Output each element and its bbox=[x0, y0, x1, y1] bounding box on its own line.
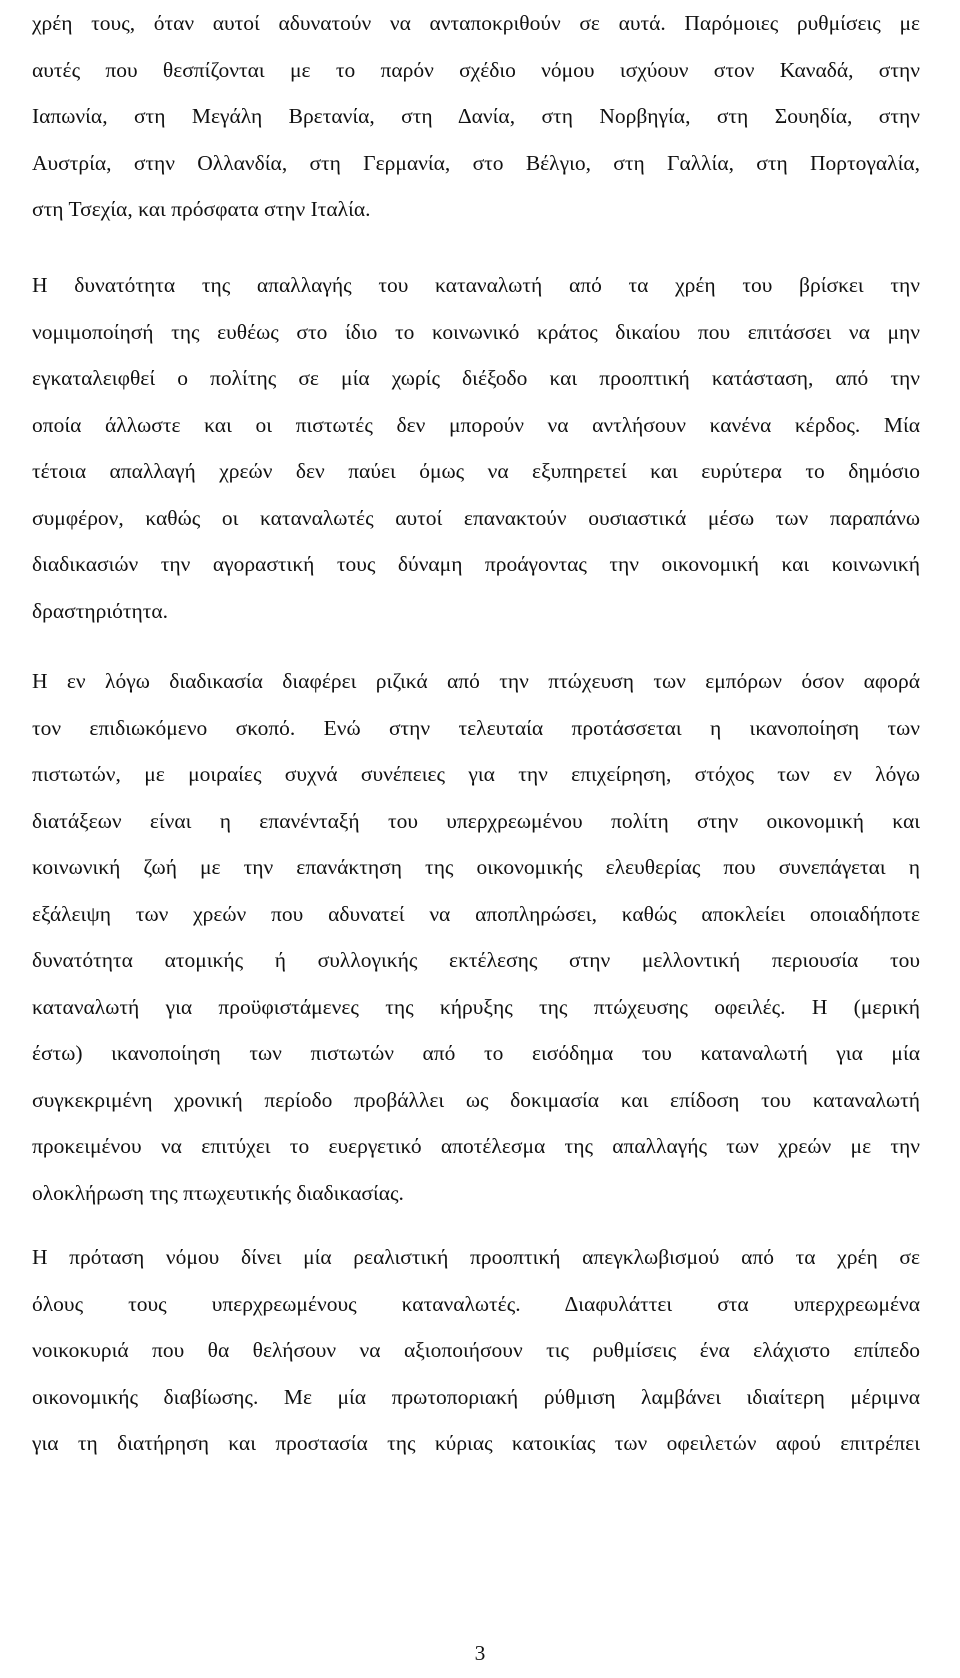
text-line: οικονομικής διαβίωσης. Με μία πρωτοποριακή ρύθμιση λαμβάνει ιδιαίτερη μέριμνα bbox=[32, 1384, 920, 1409]
paragraph-countries bbox=[32, 0, 920, 233]
text-line: δραστηριότητα. bbox=[32, 598, 169, 623]
text-line: συμφέρον, καθώς οι καταναλωτές αυτοί επανακτούν ουσιαστικά μέσω των παραπάνω bbox=[32, 505, 920, 530]
text-line: κοινωνική ζωή με την επανάκτηση της οικονομικής ελευθερίας που συνεπάγεται η bbox=[32, 855, 920, 879]
text-line: νοικοκυριά που θα θελήσουν να αξιοποιήσουν τις ρυθμίσεις ένα ελάχιστο επίπεδο bbox=[32, 1338, 920, 1362]
text-line: για τη διατήρηση και προστασία της κύριας κατοικίας των οφειλετών αφού επιτρέπει bbox=[32, 1431, 920, 1455]
paragraph-discharge bbox=[32, 262, 920, 634]
text-line: αυτές που θεσπίζονται με το παρόν σχέδιο νόμου ισχύουν στον Καναδά, στην bbox=[32, 57, 920, 82]
text-line: δυνατότητα ατομικής ή συλλογικής εκτέλεσης στην μελλοντική περιουσία του bbox=[32, 948, 920, 972]
text-line: διατάξεων είναι η επανένταξή του υπερχρεωμένου πολίτη στην οικονομική και bbox=[32, 808, 920, 833]
text-line: Αυστρία, στην Ολλανδία, στη Γερμανία, στο Βέλγιο, στη Γαλλία, στη Πορτογαλία, bbox=[32, 150, 920, 175]
text-line: συγκεκριμένη χρονική περίοδο προβάλλει ως δοκιμασία και επίδοση του καταναλωτή bbox=[32, 1087, 920, 1112]
paragraph-proposal bbox=[32, 1234, 920, 1467]
text-line: έστω) ικανοποίηση των πιστωτών από το εισόδημα του καταναλωτή για μία bbox=[32, 1041, 920, 1065]
text-line: Ιαπωνία, στη Μεγάλη Βρετανία, στη Δανία, στη Νορβηγία, στη Σουηδία, στην bbox=[32, 104, 920, 128]
text-line: Η εν λόγω διαδικασία διαφέρει ριζικά από την πτώχευση των εμπόρων όσον αφορά bbox=[32, 669, 920, 693]
text-line: τον επιδιωκόμενο σκοπό. Ενώ στην τελευταία προτάσσεται η ικανοποίηση των bbox=[32, 715, 920, 740]
text-line: προκειμένου να επιτύχει το ευεργετικό αποτέλεσμα της απαλλαγής των χρεών με την bbox=[32, 1134, 920, 1158]
text-line: οποία άλλωστε και οι πιστωτές δεν μπορούν να αντλήσουν κανένα κέρδος. Μία bbox=[32, 412, 920, 437]
text-line: εξάλειψη των χρεών που αδυνατεί να αποπληρώσει, καθώς αποκλείει οποιαδήποτε bbox=[32, 901, 920, 926]
text-line: όλους τους υπερχρεωμένους καταναλωτές. Διαφυλάττει στα υπερχρεωμένα bbox=[32, 1291, 920, 1316]
text-line: Η δυνατότητα της απαλλαγής του καταναλωτή από τα χρέη του βρίσκει την bbox=[32, 273, 920, 297]
text-line: νομιμοποίησή της ευθέως στο ίδιο το κοινωνικό κράτος δικαίου που επιτάσσει να μην bbox=[32, 319, 920, 344]
text-line: πιστωτών, με μοιραίες συχνά συνέπειες για την επιχείρηση, στόχος των εν λόγω bbox=[32, 762, 920, 786]
text-line: χρέη τους, όταν αυτοί αδυνατούν να ανταποκριθούν σε αυτά. Παρόμοιες ρυθμίσεις με bbox=[32, 11, 920, 35]
text-line: Η πρόταση νόμου δίνει μία ρεαλιστική προοπτική απεγκλωβισμού από τα χρέη σε bbox=[32, 1245, 920, 1269]
text-line: τέτοια απαλλαγή χρεών δεν παύει όμως να εξυπηρετεί και ευρύτερα το δημόσιο bbox=[32, 459, 920, 483]
text-line: ολοκλήρωση της πτωχευτικής διαδικασίας. bbox=[32, 1180, 404, 1205]
text-line: στη Τσεχία, και πρόσφατα στην Ιταλία. bbox=[32, 197, 371, 221]
text-line: εγκαταλειφθεί ο πολίτης σε μία χωρίς διέξοδο και προοπτική κατάσταση, από την bbox=[32, 366, 920, 390]
page-number: 3 bbox=[474, 1641, 486, 1665]
paragraph-bankruptcy bbox=[32, 658, 920, 1216]
text-line: καταναλωτή για προϋφιστάμενες της κήρυξης της πτώχευσης οφειλές. Η (μερική bbox=[32, 994, 920, 1019]
text-line: διαδικασιών την αγοραστική τους δύναμη προάγοντας την οικονομική και κοινωνική bbox=[32, 552, 920, 576]
